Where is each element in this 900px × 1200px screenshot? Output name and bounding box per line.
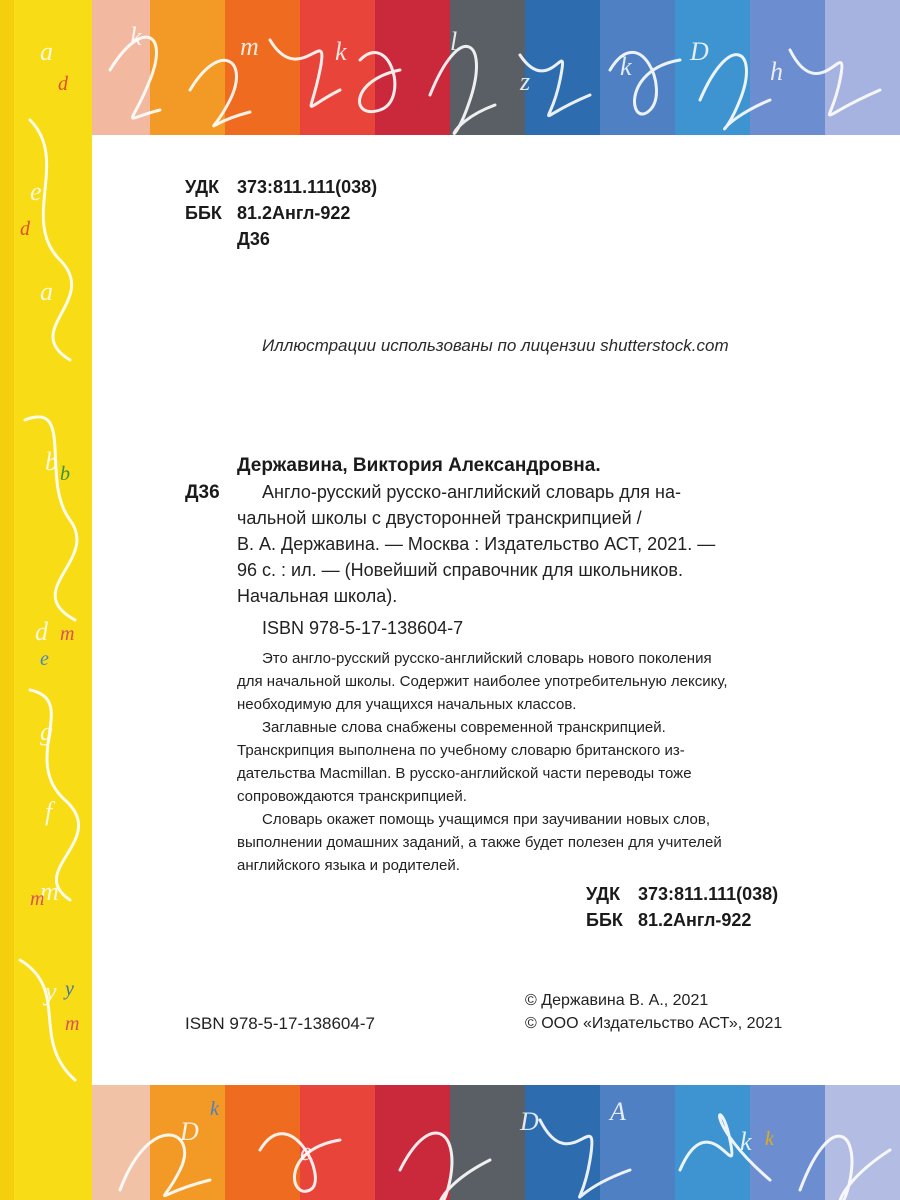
svg-text:m: m: [40, 877, 59, 906]
left-yellow-border: [0, 0, 92, 1200]
footer-bbk-label: ББК: [586, 910, 623, 930]
svg-text:D: D: [180, 1117, 199, 1146]
footer-udk-label: УДК: [586, 884, 621, 904]
top-color-border: [0, 0, 900, 135]
color-stripe: [825, 1085, 900, 1200]
entry-author: Державина, Виктория Александровна.: [237, 455, 601, 476]
svg-text:h: h: [770, 57, 783, 86]
svg-text:D: D: [520, 1107, 539, 1136]
entry-line: 96 с. : ил. — (Новейший справочник для школьников.: [237, 560, 683, 580]
svg-text:e: e: [300, 1137, 312, 1166]
annotation-line: выполнении домашних заданий, а также будет полезен для учителей: [237, 834, 722, 851]
color-stripe: [450, 0, 525, 135]
svg-text:d: d: [58, 73, 68, 95]
svg-text:m: m: [30, 888, 45, 910]
svg-text:a: a: [40, 37, 53, 66]
entry-line: Начальная школа).: [237, 586, 398, 606]
annotation-line: Словарь окажет помощь учащимся при заучивании новых слов,: [262, 811, 711, 828]
svg-text:A: A: [610, 1097, 626, 1126]
udk-value: 373:811.111(038): [237, 177, 378, 197]
copyright-page-content: [92, 135, 900, 1085]
color-stripe: [600, 1085, 675, 1200]
svg-text:b: b: [60, 463, 70, 485]
color-stripe: [675, 1085, 750, 1200]
entry-isbn: ISBN 978-5-17-138604-7: [262, 618, 464, 638]
annotation-line: английского языка и родителей.: [237, 857, 460, 874]
svg-text:k: k: [335, 37, 347, 66]
color-stripe: [675, 0, 750, 135]
bottom-color-border: [0, 1085, 900, 1200]
svg-text:k: k: [765, 1128, 774, 1150]
svg-text:d: d: [35, 617, 48, 646]
entry-mark: Д36: [185, 482, 220, 503]
svg-text:k: k: [740, 1127, 752, 1156]
illustrations-note: Иллюстрации использованы по лицензии shutterstock.com: [262, 336, 729, 355]
author-mark: Д36: [237, 229, 270, 249]
svg-text:y: y: [45, 977, 57, 1006]
entry-line: В. А. Державина. — Москва : Издательство АСТ, 2021. —: [237, 534, 716, 554]
color-stripe: [525, 1085, 600, 1200]
copyright-publisher: © ООО «Издательство АСТ», 2021: [525, 1015, 783, 1032]
color-stripe: [600, 0, 675, 135]
annotation-line: Это англо-русский русско-английский словарь нового поколения: [262, 650, 712, 667]
copyright-author: © Державина В. А., 2021: [525, 992, 709, 1009]
svg-text:b: b: [45, 447, 58, 476]
entry-line: Англо-русский русско-английский словарь для на-: [262, 482, 682, 502]
svg-text:f: f: [45, 797, 53, 826]
svg-text:z: z: [520, 67, 531, 96]
svg-text:m: m: [60, 623, 75, 645]
color-stripe: [825, 0, 900, 135]
bbk-label: ББК: [185, 203, 222, 223]
svg-text:m: m: [240, 32, 259, 61]
color-stripe: [375, 0, 450, 135]
color-stripe: [225, 0, 300, 135]
color-stripe: [750, 1085, 825, 1200]
svg-text:k: k: [130, 22, 142, 51]
color-stripe: [750, 0, 825, 135]
footer-udk-value: 373:811.111(038): [638, 884, 779, 904]
annotation-line: для начальной школы. Содержит наиболее употребительную лексику,: [237, 673, 728, 690]
svg-text:k: k: [210, 1098, 219, 1120]
color-stripe: [150, 0, 225, 135]
annotation-line: необходимую для учащихся начальных классов.: [237, 696, 577, 713]
color-stripe: [300, 0, 375, 135]
color-stripe: [150, 1085, 225, 1200]
color-stripe: [300, 1085, 375, 1200]
svg-text:e: e: [30, 177, 42, 206]
isbn-bottom: ISBN 978-5-17-138604-7: [185, 1014, 375, 1033]
svg-text:y: y: [65, 978, 74, 1000]
svg-text:a: a: [40, 277, 53, 306]
svg-text:g: g: [40, 717, 53, 746]
bbk-value: 81.2Англ-922: [237, 203, 351, 223]
annotation-line: Заглавные слова снабжены современной транскрипцией.: [262, 719, 666, 736]
annotation-line: дательства Macmillan. В русско-английской части переводы тоже: [237, 765, 692, 782]
svg-text:k: k: [620, 52, 632, 81]
annotation-line: сопровождаются транскрипцией.: [237, 788, 467, 805]
color-stripe: [225, 1085, 300, 1200]
footer-bbk-value: 81.2Англ-922: [638, 910, 752, 930]
annotation-line: Транскрипция выполнена по учебному словарю британского из-: [237, 742, 685, 759]
svg-text:m: m: [65, 1013, 80, 1035]
udk-label: УДК: [185, 177, 220, 197]
svg-text:d: d: [20, 218, 30, 240]
svg-text:l: l: [450, 27, 458, 56]
color-stripe: [450, 1085, 525, 1200]
svg-text:e: e: [40, 648, 49, 670]
svg-text:D: D: [690, 37, 709, 66]
color-stripe: [525, 0, 600, 135]
entry-line: чальной школы с двусторонней транскрипцией /: [237, 508, 642, 528]
color-stripe: [375, 1085, 450, 1200]
